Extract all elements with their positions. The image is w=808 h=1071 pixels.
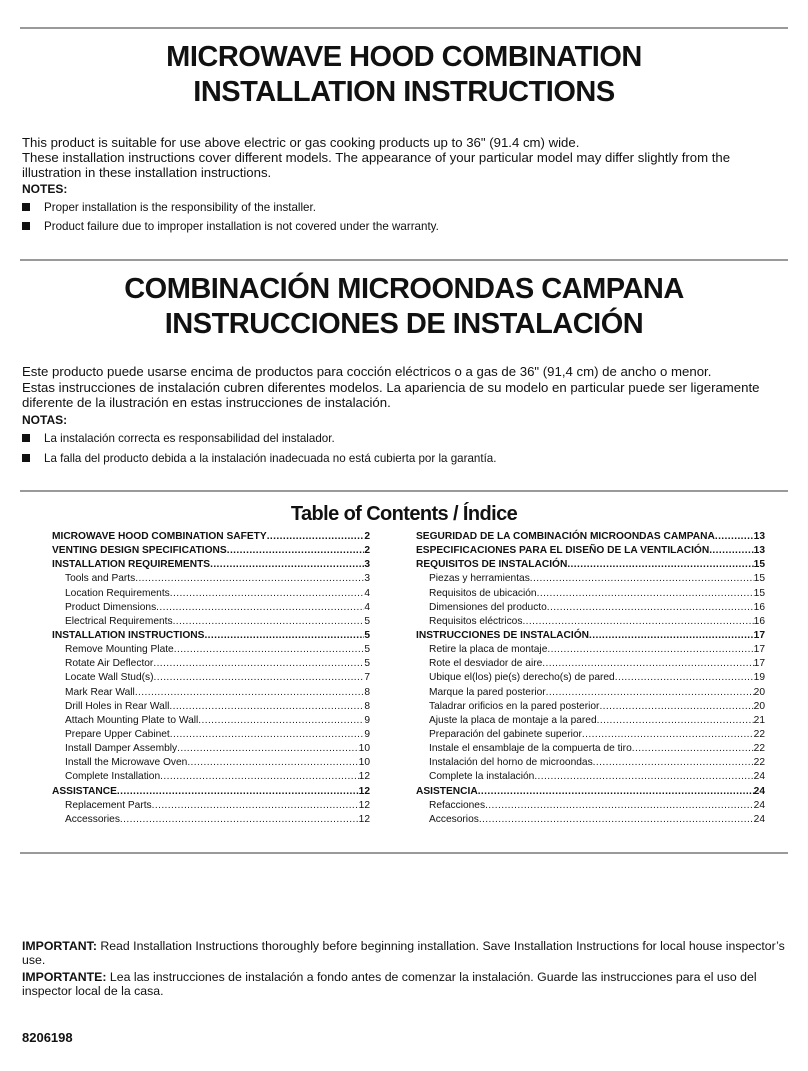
toc-entry — [416, 558, 765, 572]
toc-entry — [52, 728, 370, 742]
bullet-icon — [22, 203, 30, 211]
toc-page-number: 13 — [753, 545, 765, 557]
toc-page-number: 16 — [753, 615, 765, 627]
toc-entry-title: ESPECIFICACIONES PARA EL DISEÑO DE LA VENTILACIÓN — [416, 545, 710, 557]
toc-entry-title: Refacciones — [429, 799, 486, 811]
title-line: INSTRUCCIONES DE INSTALACIÓN — [164, 308, 644, 340]
toc-entry — [52, 785, 370, 799]
toc-leader-dots — [135, 572, 364, 586]
toc-leader-dots — [152, 799, 359, 813]
toc-leader-dots — [173, 615, 365, 629]
toc-entry-title: ASSISTANCE — [52, 785, 117, 797]
toc-entry — [52, 601, 370, 615]
title-line: INSTALLATION INSTRUCTIONS — [193, 76, 615, 108]
document-number: 8206198 — [22, 1030, 73, 1045]
toc-leader-dots — [597, 714, 754, 728]
toc-page-number: 15 — [753, 559, 765, 571]
toc-entry-title: Install Damper Assembly — [65, 743, 178, 755]
toc-entry-title: Prepare Upper Cabinet — [65, 728, 170, 740]
toc-page-number: 20 — [753, 700, 765, 712]
toc-entry-title: Accesorios — [429, 813, 479, 825]
toc-leader-dots — [174, 643, 365, 657]
toc-page-number: 5 — [364, 658, 370, 670]
toc-entry — [52, 686, 370, 700]
toc-page-number: 24 — [753, 813, 765, 825]
toc-leader-dots — [567, 558, 753, 572]
title-line: COMBINACIÓN MICROONDAS CAMPANA — [124, 273, 684, 305]
toc-entry-title: Rote el desviador de aire — [429, 658, 543, 670]
toc-page-number: 12 — [358, 785, 370, 797]
toc-entry-title: Product Dimensions — [65, 601, 157, 613]
toc-entry — [416, 686, 765, 700]
toc-page-number: 10 — [358, 757, 370, 769]
toc-page-number: 9 — [364, 714, 370, 726]
toc-leader-dots — [198, 714, 364, 728]
toc-entry — [416, 785, 765, 799]
toc-entry — [416, 742, 765, 756]
toc-leader-dots — [593, 756, 754, 770]
top-divider — [20, 27, 788, 29]
section-divider — [20, 490, 788, 492]
toc-entry — [416, 657, 765, 671]
toc-leader-dots — [160, 770, 359, 784]
toc-entry — [416, 629, 765, 643]
toc-entry-title: Complete la instalación — [429, 771, 535, 783]
toc-entry-title: REQUISITOS DE INSTALACIÓN — [416, 559, 568, 571]
toc-leader-dots — [547, 643, 753, 657]
toc-page-number: 12 — [358, 771, 370, 783]
toc-page-number: 8 — [364, 700, 370, 712]
toc-page-number: 10 — [358, 743, 370, 755]
toc-entry-title: Drill Holes in Rear Wall — [65, 700, 170, 712]
toc-page-number: 12 — [358, 799, 370, 811]
toc-entry — [416, 671, 765, 685]
toc-entry-title: Ajuste la placa de montaje a la pared — [429, 714, 597, 726]
toc-leader-dots — [530, 572, 754, 586]
toc-page-number: 2 — [364, 531, 370, 542]
section-divider — [20, 259, 788, 261]
toc-page-number: 4 — [364, 587, 370, 599]
important-note-english: IMPORTANT: Read Installation Instructions thoroughly before beginning installation. Save Installation Instructions for local house inspector’s use. — [22, 939, 785, 967]
toc-entry-title: Instale el ensamblaje de la compuerta de tiro — [429, 743, 632, 755]
toc-page-number: 19 — [753, 672, 765, 684]
toc-leader-dots — [537, 587, 754, 601]
toc-entry-title: MICROWAVE HOOD COMBINATION SAFETY — [52, 531, 267, 542]
toc-page-number: 21 — [753, 714, 765, 726]
toc-page-number: 15 — [753, 573, 765, 585]
toc-entry-title: Piezas y herramientas — [429, 573, 530, 585]
toc-entry-title: Marque la pared posterior — [429, 686, 546, 698]
toc-entry — [52, 587, 370, 601]
toc-leader-dots — [546, 686, 754, 700]
toc-column-english — [52, 530, 370, 827]
toc-entry-title: Ubique el(los) pie(s) derecho(s) de pared — [429, 672, 615, 684]
toc-page-number: 17 — [753, 629, 765, 641]
toc-leader-dots — [187, 756, 358, 770]
toc-entry — [52, 700, 370, 714]
toc-entry — [416, 615, 765, 629]
toc-leader-dots — [169, 700, 364, 714]
toc-entry-title: Locate Wall Stud(s) — [65, 672, 154, 684]
toc-entry-title: Tools and Parts — [65, 573, 136, 585]
toc-entry — [416, 601, 765, 615]
toc-entry-title: Requisitos de ubicación — [429, 587, 537, 599]
toc-column-spanish — [416, 530, 765, 827]
toc-entry-title: INSTRUCCIONES DE INSTALACIÓN — [416, 629, 590, 641]
toc-leader-dots — [153, 657, 364, 671]
toc-leader-dots — [154, 671, 365, 685]
toc-entry — [416, 530, 765, 544]
toc-leader-dots — [615, 671, 754, 685]
toc-leader-dots — [227, 544, 365, 558]
toc-leader-dots — [135, 686, 365, 700]
toc-leader-dots — [542, 657, 753, 671]
toc-leader-dots — [715, 530, 754, 544]
toc-entry-title: Instalación del horno de microondas — [429, 757, 593, 769]
toc-leader-dots — [177, 742, 359, 756]
toc-page-number: 22 — [753, 743, 765, 755]
toc-leader-dots — [479, 813, 754, 827]
toc-entry — [52, 714, 370, 728]
toc-entry — [416, 756, 765, 770]
toc-page-number: 24 — [753, 785, 765, 797]
toc-bottom-divider — [20, 852, 788, 854]
intro-paragraph: Estas instrucciones de instalación cubren diferentes modelos. La apariencia de su modelo en particular puede ser ligeramente diferente de la ilustración en estas instrucciones de instalación. — [22, 380, 760, 410]
bullet-icon — [22, 434, 30, 442]
toc-page-number: 8 — [364, 686, 370, 698]
toc-page-number: 20 — [753, 686, 765, 698]
toc-leader-dots — [156, 601, 364, 615]
toc-entry — [416, 572, 765, 586]
toc-page-number: 22 — [753, 757, 765, 769]
page-title-spanish — [20, 272, 788, 342]
notes-label: NOTAS: — [22, 413, 68, 427]
toc-leader-dots — [204, 629, 364, 643]
toc-entry-title: Accessories — [65, 813, 120, 825]
toc-entry — [52, 572, 370, 586]
toc-page-number: 4 — [364, 601, 370, 613]
toc-page-number: 5 — [364, 629, 370, 641]
toc-entry — [52, 629, 370, 643]
toc-entry — [52, 756, 370, 770]
note-item: La instalación correcta es responsabilidad del instalador. — [22, 432, 788, 446]
toc-page-number: 17 — [753, 644, 765, 656]
toc-entry-title: ASISTENCIA — [416, 785, 478, 797]
toc-entry-title: INSTALLATION INSTRUCTIONS — [52, 629, 205, 641]
toc-leader-dots — [117, 785, 359, 799]
notes-label: NOTES: — [22, 182, 68, 196]
note-item: Proper installation is the responsibility of the installer. — [22, 201, 788, 215]
toc-leader-dots — [267, 530, 365, 544]
toc-entry — [52, 558, 370, 572]
toc-entry-title: Attach Mounting Plate to Wall — [65, 714, 199, 726]
toc-page-number: 7 — [364, 672, 370, 684]
toc-entry-title: Dimensiones del producto — [429, 601, 547, 613]
toc-entry-title: Install the Microwave Oven — [65, 757, 188, 769]
toc-leader-dots — [210, 558, 364, 572]
toc-entry — [416, 813, 765, 827]
toc-entry — [52, 530, 370, 544]
toc-page-number: 2 — [364, 545, 370, 557]
toc-leader-dots — [170, 728, 365, 742]
toc-page-number: 22 — [753, 728, 765, 740]
toc-leader-dots — [632, 742, 754, 756]
toc-page-number: 5 — [364, 644, 370, 656]
toc-entry — [416, 714, 765, 728]
important-note-spanish: IMPORTANTE: Lea las instrucciones de instalación a fondo antes de comenzar la instalación. Guarde las instrucciones para el uso del inspector local de la casa. — [22, 970, 757, 998]
toc-entry — [52, 813, 370, 827]
toc-leader-dots — [547, 601, 754, 615]
toc-entry-title: Remove Mounting Plate — [65, 644, 174, 656]
toc-entry — [416, 587, 765, 601]
toc-entry — [416, 799, 765, 813]
toc-entry — [52, 742, 370, 756]
toc-page-number: 16 — [753, 601, 765, 613]
toc-entry-title: Electrical Requirements — [65, 615, 173, 627]
toc-leader-dots — [534, 770, 753, 784]
intro-paragraph: This product is suitable for use above electric or gas cooking products up to 36" (91.4 cm) wide. — [22, 135, 580, 150]
bullet-icon — [22, 222, 30, 230]
toc-entry — [52, 657, 370, 671]
toc-entry-title: SEGURIDAD DE LA COMBINACIÓN MICROONDAS CAMPANA — [416, 531, 715, 542]
toc-leader-dots — [120, 813, 359, 827]
toc-leader-dots — [485, 799, 754, 813]
toc-entry-title: Taladrar orificios en la pared posterior — [429, 700, 600, 712]
toc-entry — [416, 643, 765, 657]
toc-entry-title: VENTING DESIGN SPECIFICATIONS — [52, 545, 227, 557]
toc-entry-title: Complete Installation — [65, 771, 161, 783]
page-title-english — [20, 40, 788, 110]
toc-entry-title: Requisitos eléctricos — [429, 615, 523, 627]
toc-leader-dots — [582, 728, 754, 742]
toc-entry — [52, 799, 370, 813]
toc-entry-title: Preparación del gabinete superior — [429, 728, 582, 740]
intro-paragraph: Este producto puede usarse encima de productos para cocción eléctricos o a gas de 36" (91,4 cm) de ancho o menor. — [22, 364, 712, 379]
toc-page-number: 13 — [753, 531, 765, 542]
bullet-icon — [22, 454, 30, 462]
toc-entry — [52, 615, 370, 629]
toc-entry-title: Location Requirements — [65, 587, 170, 599]
toc-leader-dots — [589, 629, 754, 643]
toc-entry — [416, 728, 765, 742]
toc-leader-dots — [709, 544, 753, 558]
toc-entry — [416, 770, 765, 784]
toc-page-number: 5 — [364, 615, 370, 627]
toc-page-number: 24 — [753, 799, 765, 811]
toc-entry — [416, 544, 765, 558]
toc-entry-title: INSTALLATION REQUIREMENTS — [52, 559, 211, 571]
toc-title: Table of Contents / Índice — [290, 503, 518, 525]
intro-paragraph: These installation instructions cover different models. The appearance of your particular model may differ slightly from the illustration in these installation instructions. — [22, 150, 731, 180]
toc-page-number: 15 — [753, 587, 765, 599]
toc-entry-title: Retire la placa de montaje — [429, 644, 548, 656]
toc-page-number: 24 — [753, 771, 765, 783]
note-item: La falla del producto debida a la instalación inadecuada no está cubierta por la garantía. — [22, 452, 788, 466]
toc-page-number: 12 — [358, 813, 370, 825]
toc-entry-title: Mark Rear Wall — [65, 686, 135, 698]
toc-page-number: 9 — [364, 728, 370, 740]
toc-entry-title: Rotate Air Deflector — [65, 658, 154, 670]
toc-leader-dots — [478, 785, 754, 799]
toc-entry — [416, 700, 765, 714]
note-item: Product failure due to improper installation is not covered under the warranty. — [22, 220, 788, 234]
title-line: MICROWAVE HOOD COMBINATION — [166, 41, 642, 73]
toc-leader-dots — [170, 587, 365, 601]
toc-entry — [52, 643, 370, 657]
toc-entry — [52, 544, 370, 558]
toc-entry — [52, 770, 370, 784]
toc-entry-title: Replacement Parts — [65, 799, 152, 811]
toc-leader-dots — [599, 700, 753, 714]
toc-page-number: 3 — [364, 559, 370, 571]
toc-page-number: 17 — [753, 658, 765, 670]
toc-leader-dots — [522, 615, 753, 629]
toc-page-number: 3 — [364, 573, 370, 585]
toc-entry — [52, 671, 370, 685]
